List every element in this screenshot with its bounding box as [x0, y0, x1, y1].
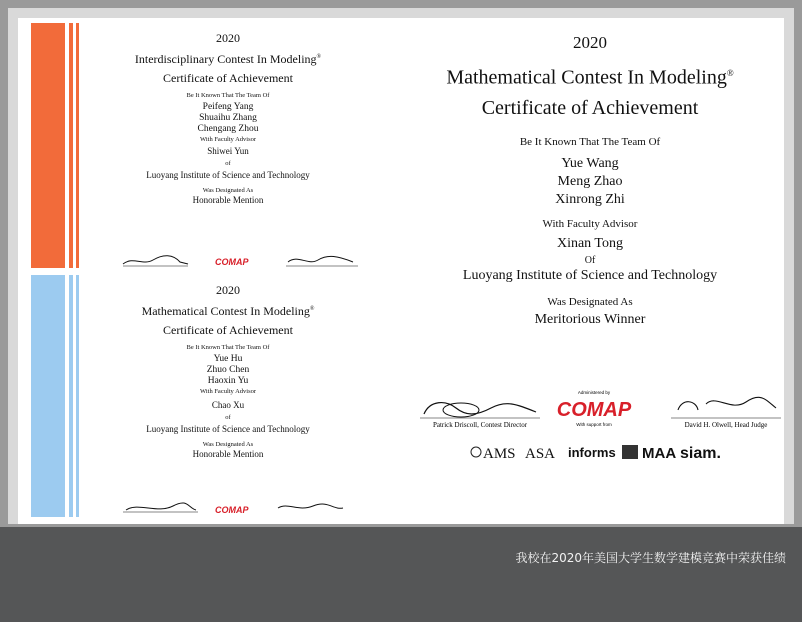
comap-logo-small: COMAP — [215, 505, 249, 515]
award: Honorable Mention — [192, 195, 264, 205]
signatures-main — [416, 386, 784, 436]
caption-text: 我校在2020年美国大学生数学建模竞赛中荣获佳绩 — [515, 551, 786, 565]
advisor-label: With Faculty Advisor — [199, 388, 257, 395]
cert-title: Certificate of Achievement — [163, 71, 293, 85]
advisor-label: With Faculty Advisor — [199, 136, 257, 143]
sponsor-maa: MAA — [642, 445, 677, 462]
institution: Luoyang Institute of Science and Technology — [146, 170, 310, 180]
certificate-sheet — [18, 18, 784, 524]
cert-title: Certificate of Achievement — [163, 323, 293, 337]
of-label: Of — [584, 254, 596, 266]
certificate-mcm-honorable — [78, 283, 378, 460]
director-signature — [424, 403, 536, 414]
caption-bar — [0, 527, 802, 622]
signatures-mcm-honorable — [118, 498, 368, 518]
comap-logo-small: COMAP — [215, 257, 249, 267]
cert-title: Certificate of Achievement — [481, 96, 699, 119]
comap-logo: COMAP — [556, 399, 632, 421]
orange-stripe-wide — [31, 23, 65, 268]
member-1: Peifeng Yang — [202, 102, 254, 112]
cert-contest: Interdisciplinary Contest In Modeling® — [134, 52, 322, 66]
advisor-name: Chao Xu — [211, 400, 245, 410]
sponsor-logos — [470, 438, 740, 468]
member-3: Xinrong Zhi — [555, 191, 625, 207]
certificate-icm — [78, 31, 378, 206]
designated-label: Was Designated As — [202, 187, 254, 194]
sponsor-asa: ASA — [525, 446, 556, 462]
cert-year: 2020 — [216, 31, 240, 45]
administered-label: Administered by — [577, 390, 611, 395]
cert-contest: Mathematical Contest In Modeling® — [141, 304, 315, 318]
member-3: Chengang Zhou — [197, 124, 259, 134]
director-caption: Patrick Driscoll, Contest Director — [432, 421, 528, 429]
cert-year: 2020 — [216, 283, 240, 297]
designated-label: Was Designated As — [547, 295, 633, 308]
advisor-name: Shiwei Yun — [207, 146, 249, 156]
member-2: Zhuo Chen — [206, 365, 250, 375]
known-label: Be It Known That The Team Of — [519, 135, 661, 148]
sponsor-informs: informs — [568, 445, 616, 460]
sponsor-siam: siam. — [680, 445, 721, 462]
designated-label: Was Designated As — [202, 441, 254, 448]
blue-stripe-1 — [69, 275, 73, 517]
judge-signature — [678, 397, 776, 410]
judge-caption: David H. Olwell, Head Judge — [684, 421, 768, 429]
member-1: Yue Wang — [561, 155, 619, 171]
certificate-mcm-meritorious — [420, 32, 760, 329]
of-label: of — [225, 160, 231, 167]
member-2: Shuaihu Zhang — [199, 113, 257, 123]
institution: Luoyang Institute of Science and Technology — [146, 424, 310, 434]
blue-stripe-wide — [31, 275, 65, 517]
cert-year: 2020 — [573, 33, 607, 52]
director-signature — [126, 503, 196, 510]
cert-contest: Mathematical Contest In Modeling® — [446, 66, 734, 89]
judge-signature — [288, 256, 353, 262]
member-3: Haoxin Yu — [207, 376, 249, 386]
member-2: Meng Zhao — [557, 173, 623, 189]
ams-icon — [471, 447, 481, 457]
director-signature — [123, 256, 188, 264]
advisor-label: With Faculty Advisor — [542, 217, 638, 230]
signatures-icm — [118, 248, 368, 270]
of-label: of — [225, 414, 231, 421]
known-label: Be It Known That The Team Of — [186, 344, 270, 351]
known-label: Be It Known That The Team Of — [186, 92, 270, 99]
institution: Luoyang Institute of Science and Technology — [462, 267, 718, 283]
award: Honorable Mention — [192, 449, 264, 459]
support-label: With support from — [576, 422, 612, 427]
advisor-name: Xinan Tong — [556, 235, 624, 251]
maa-icon — [622, 445, 638, 459]
sponsor-ams: AMS — [483, 446, 516, 462]
award: Meritorious Winner — [534, 311, 646, 327]
member-1: Yue Hu — [213, 354, 243, 364]
judge-signature — [278, 504, 343, 508]
orange-stripe-1 — [69, 23, 73, 268]
